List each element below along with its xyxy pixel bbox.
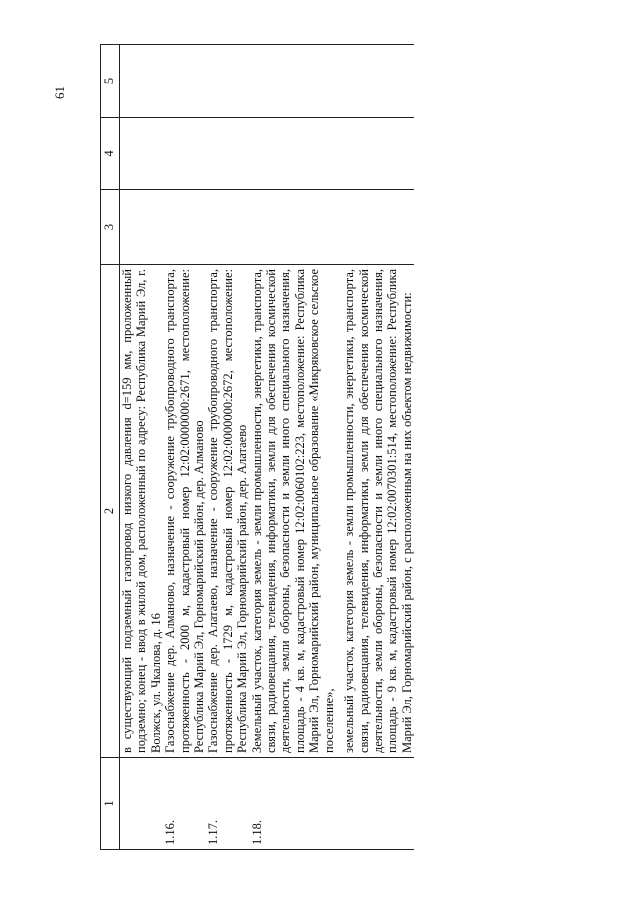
empty-cell <box>250 118 414 190</box>
column-header: 5 <box>101 45 120 118</box>
row-description <box>206 265 249 758</box>
empty-cell <box>120 45 164 118</box>
empty-cell <box>120 118 164 190</box>
column-header: 1 <box>101 758 120 850</box>
empty-cell <box>206 45 249 118</box>
description-paragraph: Газоснабжение дер. Алманово, назначение - сооружение трубопроводного транспорта, протяженность - 2000 м, кадастровый номер 12:02:0000000:2671, местоположение: Республика Марий Эл, Горномарийский район, дер. Алманово <box>163 269 207 753</box>
empty-cell <box>163 45 206 118</box>
description-paragraph: в существующий подземный газопровод низкого давления d=159 мм, проложенный подземно; конец - ввод в жилой дом, расположенный по адресу: Республика Марий Эл, г. Волжск, ул. Чкалова, д. 16 <box>120 269 163 753</box>
row-description <box>250 265 414 758</box>
table-row <box>163 45 206 850</box>
empty-cell <box>250 190 414 265</box>
page-number: 61 <box>52 86 67 99</box>
empty-cell <box>206 190 249 265</box>
row-number: 1.16. <box>163 758 206 850</box>
description-paragraph: Земельный участок, категория земель - земли промышленности, энергетики, транспорта, связи, радиовещания, телевидения, информатики, земли для обеспечения космической деятельности, земли обороны, безопасности и земли иного специального назначения, площадь - 4 кв. м, кадастровый номер 12:02:0060102:223, местоположение: Республика Марий Эл, Горномарийский район, муниципальное образование «Микряковское сельское поселение», <box>249 269 336 753</box>
description-paragraph: земельный участок, категория земель - земли промышленности, энергетики, транспорта, связи, радиовещания, телевидения, информатики, земли для обеспечения космической деятельности, земли обороны, безопасности и земли иного специального назначения, площадь - 9 кв. м, кадастровый номер 12:02:0070301:514, местоположение: Республика Марий Эл, Горномарийский район, с расположенным на них объектом недвижимости: <box>342 269 414 753</box>
table-header-row <box>101 45 120 850</box>
table-row <box>250 45 414 850</box>
empty-cell <box>250 45 414 118</box>
table-row <box>120 45 164 850</box>
empty-cell <box>163 190 206 265</box>
column-header: 3 <box>101 190 120 265</box>
empty-cell <box>163 118 206 190</box>
row-number: 1.17. <box>206 758 249 850</box>
row-number: 1.18. <box>250 758 414 850</box>
row-description <box>120 265 164 758</box>
column-header: 4 <box>101 118 120 190</box>
table-row <box>206 45 249 850</box>
description-paragraph: Газоснабжение дер. Алатаево, назначение - сооружение трубопроводного транспорта, протяженность - 1729 м, кадастровый номер 12:02:0000000:2672, местоположение: Республика Марий Эл, Горномарийский район, дер. Алатаево <box>206 269 250 753</box>
property-table <box>100 44 414 850</box>
empty-cell <box>206 118 249 190</box>
empty-cell <box>120 190 164 265</box>
column-header: 2 <box>101 265 120 758</box>
row-description <box>163 265 206 758</box>
row-number <box>120 758 164 850</box>
